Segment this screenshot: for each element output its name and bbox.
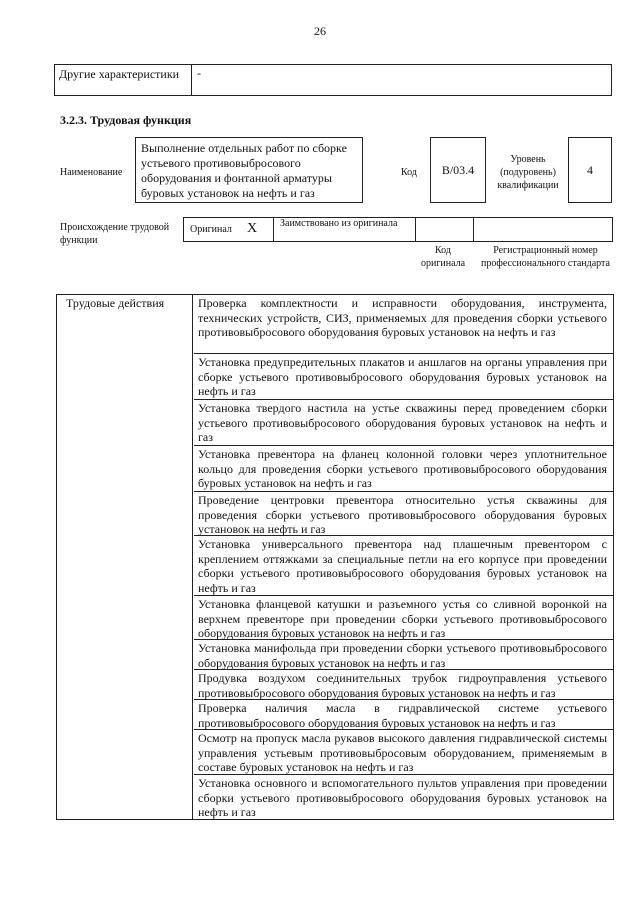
code-label: Код — [401, 167, 417, 178]
level-label: Уровень (подуровень) квалификации — [497, 154, 559, 191]
section-title: 3.2.3. Трудовая функция — [60, 113, 192, 127]
origin-code-cell — [416, 218, 474, 241]
origin-row — [183, 217, 613, 242]
name-label: Наименование — [60, 167, 123, 178]
labor-action-item: Проведение центровки превентора относительно устья скважины для проведения сборки устьевого противовыбросового оборудования буровых установок на нефть и газ — [194, 492, 613, 536]
labor-action-item: Установка универсального превентора над плашечным превентором с креплением оттяжками за специальные петли на его корпусе при проведении сборки устьевого противовыбросового оборудования буровых установок на нефть и газ — [194, 536, 613, 596]
origin-label: Происхождение трудовой функции — [60, 222, 170, 246]
origin-original-cell — [184, 218, 274, 241]
labor-action-item: Проверка комплектности и исправности оборудования, инструмента, технических устройств, СИЗ, применяемых для проведения сборки устьевого противовыбросового оборудования буровых установок на нефть и газ — [194, 295, 613, 354]
labor-action-item: Проверка наличия масла в гидравлической системе устьевого противовыбросового оборудования буровых установок на нефть и газ — [194, 700, 613, 730]
labor-actions-table — [56, 294, 614, 820]
labor-actions-label: Трудовые действия — [57, 295, 193, 819]
level-value-box: 4 — [568, 137, 612, 203]
labor-action-item: Установка предупредительных плакатов и аншлагов на органы управления при сборке устьевого противовыбросового оборудования буровых установок на нефть и газ — [194, 354, 613, 400]
labor-action-item: Установка основного и вспомогательного пультов управления при проведении сборки устьевого противовыбросового оборудования буровых установок на нефть и газ — [198, 776, 607, 819]
labor-action-item: Осмотр на пропуск масла рукавов высокого давления гидравлической системы управления устьевым противовыбросовым оборудованием, применяемым в составе буровых установок на нефть и газ — [194, 730, 613, 775]
labor-action-item: Установка манифольда при проведении сборки устьевого противовыбросового оборудования буровых установок на нефть и газ — [194, 640, 613, 670]
labor-action-item: Установка превентора на фланец колонной головки через уплотнительное кольцо для проведения сборки устьевого противовыбросового оборудования буровых установок на нефть и газ — [194, 446, 613, 492]
reg-number-label: Регистрационный номер профессионального стандарта — [481, 245, 610, 269]
other-characteristics-table — [54, 64, 612, 96]
origin-borrowed-cell — [274, 218, 416, 241]
borrowed-label: Заимствовано из оригинала — [280, 218, 398, 229]
code-original-label: Код оригинала — [420, 245, 466, 269]
function-name-box: Выполнение отдельных работ по сборке устьевого противовыбросового оборудования и фонтанной арматуры буровых установок на нефть и газ — [135, 137, 363, 203]
labor-action-item: Установка фланцевой катушки и разъемного устья со сливной воронкой на верхнем превенторе при проведении сборки устьевого противовыбросового оборудования буровых установок на нефть и газ — [194, 596, 613, 640]
function-code-box: В/03.4 — [430, 137, 486, 203]
labor-action-item: Установка твердого настила на устье скважины перед проведением сборки устьевого противовыбросового оборудования буровых установок на нефть и газ — [194, 400, 613, 446]
page-number: 26 — [314, 24, 326, 38]
original-label: Оригинал — [190, 224, 232, 235]
original-mark: X — [247, 221, 258, 236]
origin-reg-number-cell — [474, 218, 612, 241]
labor-action-item: Продувка воздухом соединительных трубок гидроуправления устьевого противовыбросового оборудования буровых установок на нефть и газ — [194, 670, 613, 700]
other-characteristics-label: Другие характеристики — [55, 65, 192, 95]
other-characteristics-value: - — [197, 66, 201, 80]
